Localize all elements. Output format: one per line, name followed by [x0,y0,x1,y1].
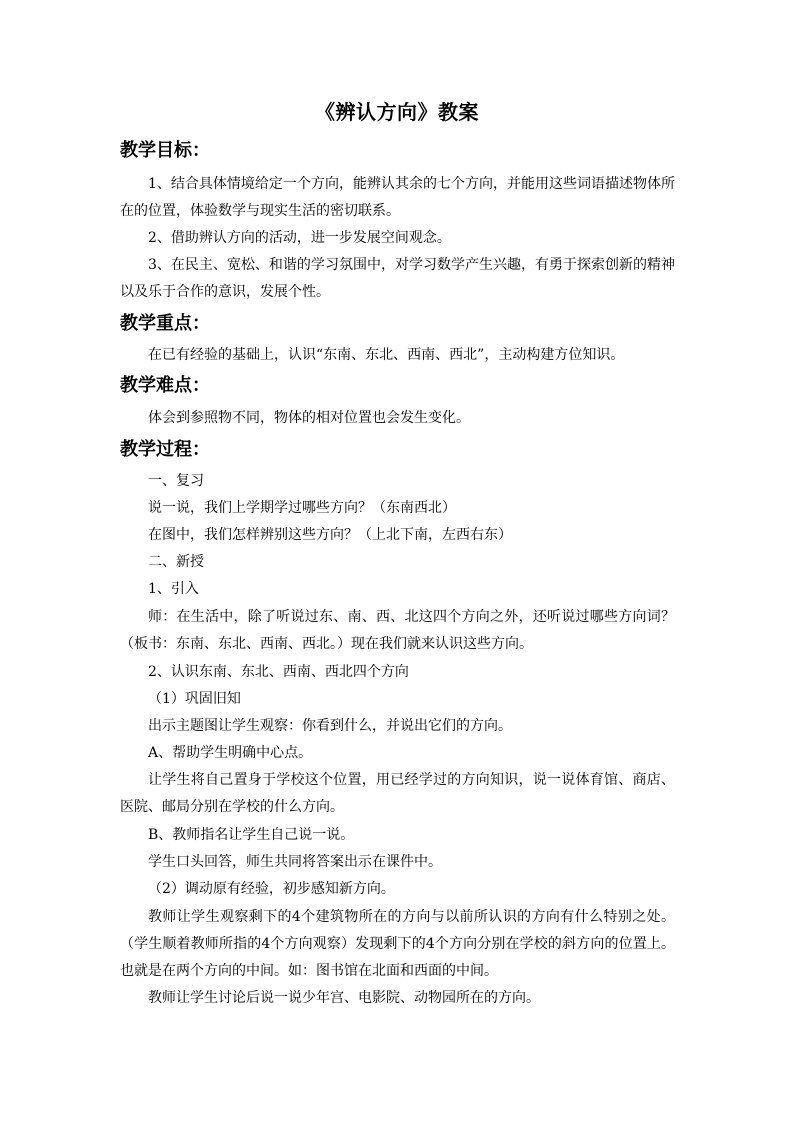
process-line: B、教师指名让学生自己说一说。 [148,827,355,843]
process-line: 学生口头回答，师生共同将答案出示在课件中。 [148,854,442,870]
goal-item-1: 1、结合具体情境给定一个方向，能辨认其余的七个方向，并能用这些词语描述物体所在的位置，体验数学与现实生活的密切联系。 [120,176,675,219]
process-paragraph: 师：在生活中，除了听说过东、南、西、北这四个方向之外，还听说过哪些方向词？（板书：东南、东北、西南、西北。）现在我们就来认识这些方向。 [120,609,675,652]
difficulties-heading: 教学难点： [120,375,210,396]
goal-item-3: 3、在民主、宽松、和谐的学习氛围中，对学习数学产生兴趣，有勇于探索创新的精神以及乐于合作的意识，发展个性。 [120,257,675,300]
process-line: 在图中，我们怎样辨别这些方向？（上北下南，左西右东） [148,527,512,543]
key-points-heading: 教学重点： [120,313,210,334]
process-line: 1、引入 [148,581,199,597]
key-points-text: 在已有经验的基础上，认识“东南、东北、西南、西北”，主动构建方位知识。 [148,347,625,363]
process-line: （2）调动原有经验，初步感知新方向。 [148,881,395,897]
process-paragraph: 让学生将自己置身于学校这个位置，用已经学过的方向知识，说一说体育馆、商店、医院、邮局分别在学校的什么方向。 [120,772,675,815]
process-heading: 教学过程： [120,439,210,460]
goals-heading: 教学目标： [120,140,210,161]
process-line: A、帮助学生明确中心点。 [148,745,313,761]
process-line: 二、新授 [148,554,204,570]
document-title: 《辨认方向》教案 [315,100,479,124]
process-line: 说一说，我们上学期学过哪些方向？（东南西北） [148,500,456,516]
process-line: 出示主题图让学生观察：你看到什么，并说出它们的方向。 [148,718,512,734]
goal-item-2: 2、借助辨认方向的活动，进一步发展空间观念。 [148,230,451,246]
process-line: 教师让学生讨论后说一说少年宫、电影院、动物园所在的方向。 [148,990,540,1006]
process-line: （1）巩固旧知 [148,691,241,707]
process-line: 一、复习 [148,473,204,489]
difficulties-text: 体会到参照物不同，物体的相对位置也会发生变化。 [148,410,470,426]
process-paragraph: 教师让学生观察剩下的4个建筑物所在的方向与以前所认识的方向有什么特别之处。（学生顺着教师所指的4个方向观察）发现剩下的4个方向分别在学校的斜方向的位置上。也就是在两个方向的中间。如：图书馆在北面和西面的中间。 [120,909,675,979]
process-line: 2、认识东南、东北、西南、西北四个方向 [148,664,409,680]
